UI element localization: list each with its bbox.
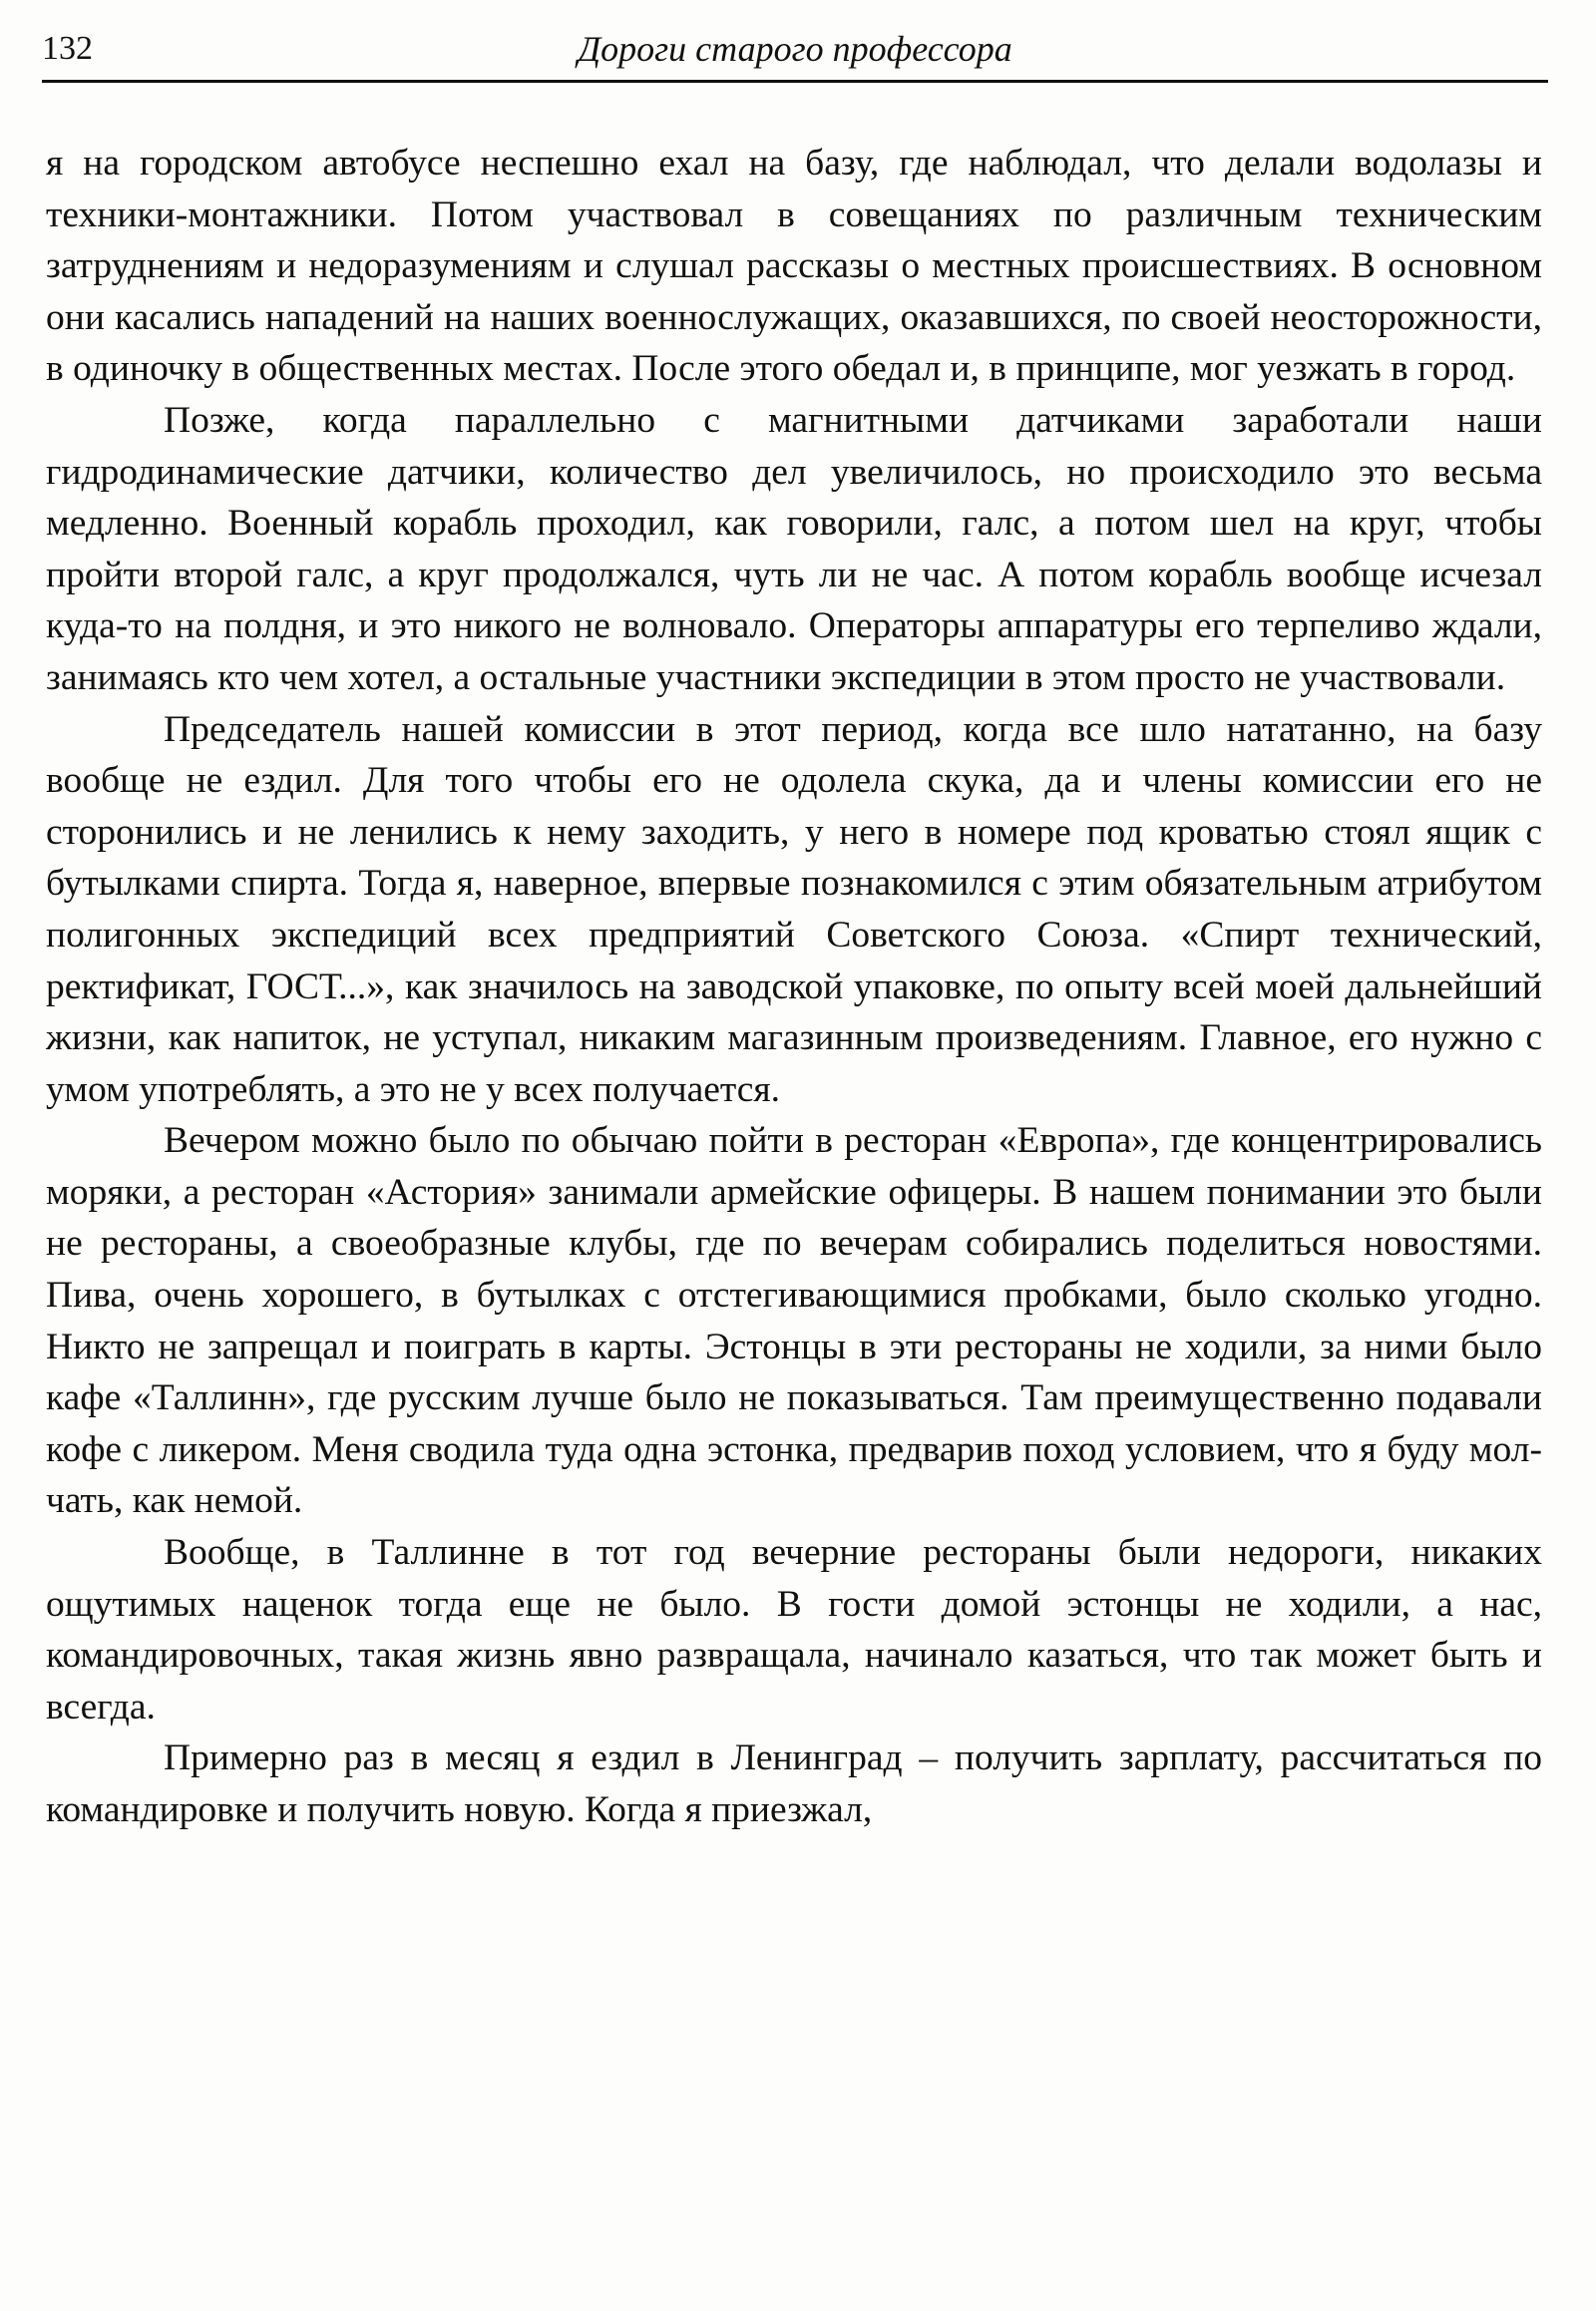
paragraph-1: я на городском автобусе неспешно ехал на базу, где наблюдал, что делали водолазы и техники-монтажники. Потом участвовал в совещаниях по различным техническим затруднениям и недоразумениям и слушал рассказы о местных происшествиях. В основном они касались нападений на наших военнослужащих, оказавшихся, по своей неосторожности, в одиночку в общественных местах. После этого обедал и, в принципе, мог уезжать в город. (46, 143, 1542, 390)
body-text (46, 138, 1542, 1836)
paragraph-2: Позже, когда параллельно с магнитными датчиками заработали наши гидродинамические датчики, количество дел увеличилось, но происходило это весьма медленно. Военный корабль проходил, как говорили, галс, а потом шел на круг, чтобы пройти второй галс, а круг продолжался, чуть ли не час. А потом корабль вообще исчезал куда-то на полдня, и это никого не волновало. Операторы аппаратуры его терпеливо ждали, занимаясь кто чем хотел, а остальные участники экспедиции в этом просто не участвовали. (46, 399, 1542, 698)
running-head (42, 26, 1548, 82)
paragraph-5: Вообще, в Таллинне в тот год вечерние рестораны были недороги, никаких ощутимых наценок тогда еще не было. В гости домой эстонцы не ходили, а нас, командировочных, такая жизнь явно развращала, начинало казаться, что так может быть и всегда. (46, 1532, 1542, 1728)
paragraph-3: Председатель нашей комиссии в этот период, когда все шло нататанно, на базу вообще не ездил. Для того чтобы его не одолела скука, да и члены комиссии его не сторонились и не ленились к нему заходить, у него в номере под кроватью стоял ящик с бутылками спирта. Тогда я, наверное, впервые познакомился с этим обязательным атрибутом полигонных экспедиций всех предприятий Советского Союза. «Спирт технический, ректификат, ГОСТ...», как значилось на заводской упаковке, по опыту всей моей дальнейший жизни, как напиток, не уступал, никаким магазинным произведениям. Главное, его нужно с умом употреблять, а это не у всех получается. (46, 708, 1542, 1110)
header-rule (42, 80, 1548, 83)
running-head-title: Дороги старого профессора (578, 29, 1012, 69)
paragraph-6: Примерно раз в месяц я ездил в Ленинград – получить зарплату, рассчитаться по командировке и получить новую. Когда я приезжал, (46, 1737, 1542, 1830)
paragraph-4: Вечером можно было по обычаю пойти в ресторан «Европа», где концентрировались моряки, а ресторан «Астория» занимали армейские офицеры. В нашем понимании это были не рестораны, а своеобразные клубы, где по вечерам собирались поделиться новостями. Пива, очень хорошего, в бутылках с отстегивающимися пробками, было сколько угодно. Никто не запрещал и поиграть в карты. Эстонцы в эти рестораны не ходили, за ними было кафе «Таллинн», где русским лучше было не показываться. Там преимущественно подавали кофе с ликером. Меня сводила туда одна эстонка, предварив поход условием, что я буду молчать, как немой. (46, 1120, 1542, 1522)
page-number: 132 (42, 30, 93, 67)
